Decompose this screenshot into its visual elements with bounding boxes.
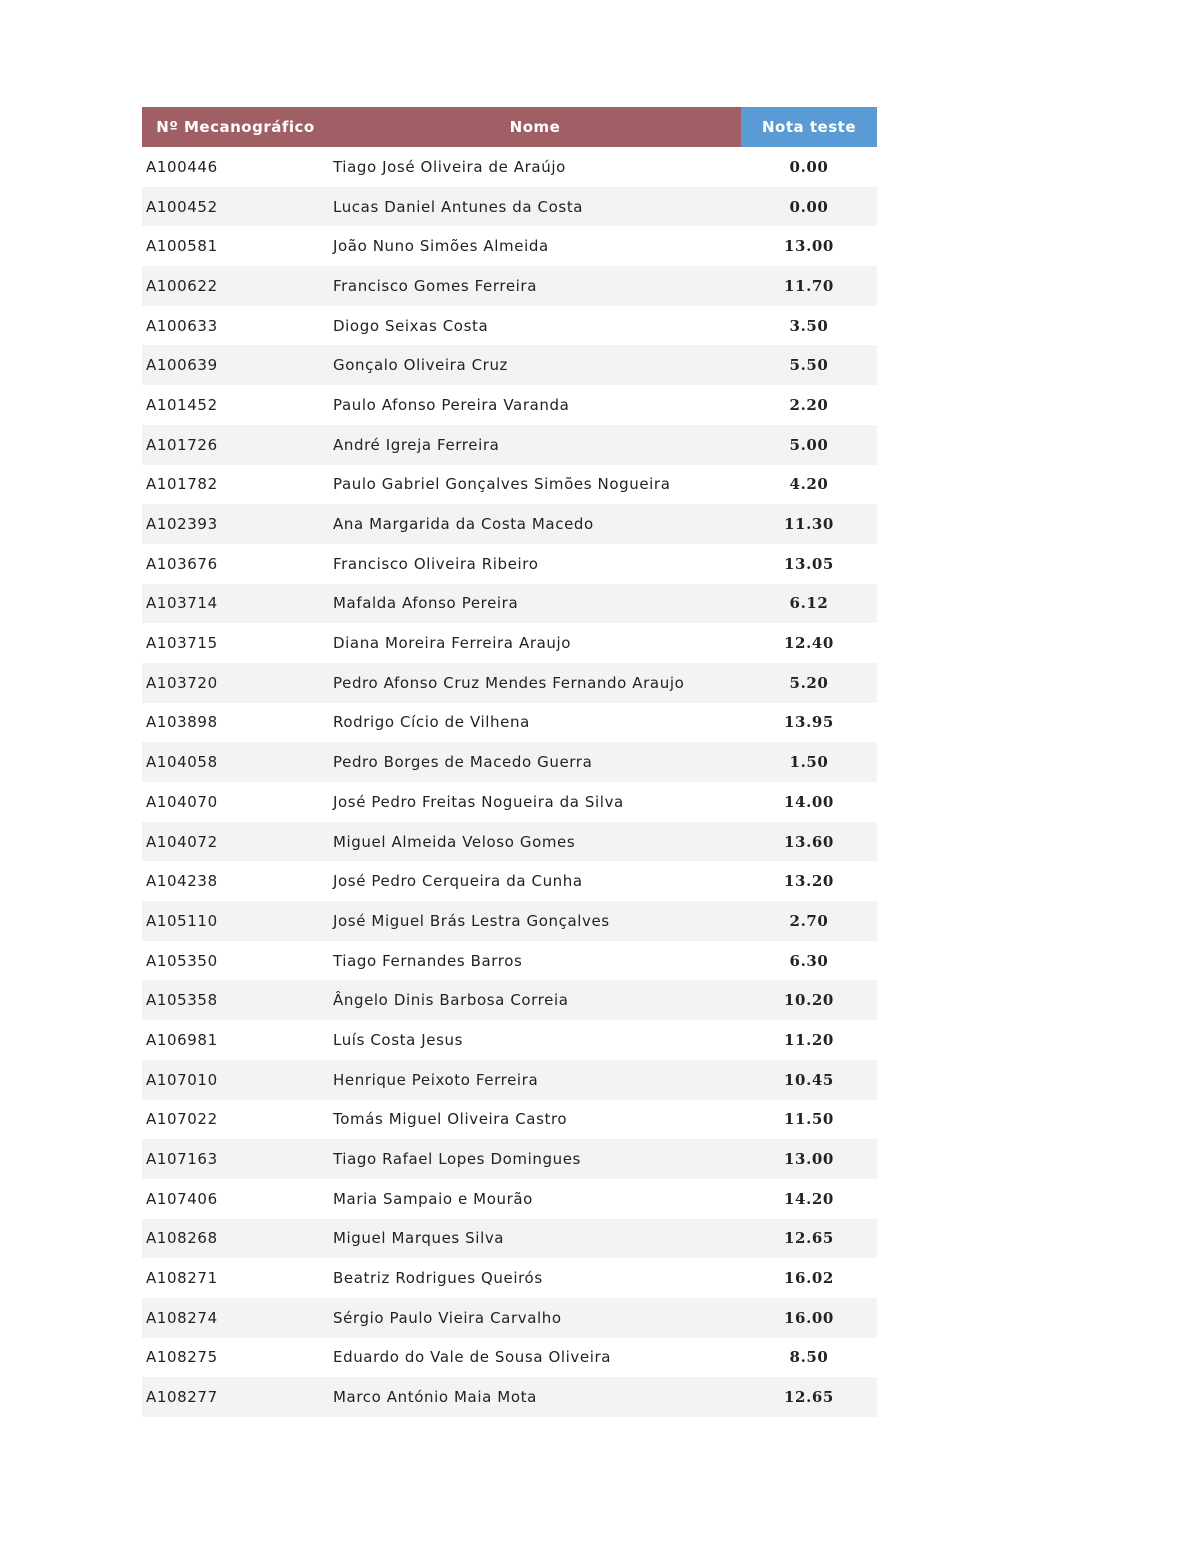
student-number-cell: A108271 <box>146 1269 218 1288</box>
grade-cell: 6.12 <box>741 584 877 624</box>
student-name-cell: Diogo Seixas Costa <box>333 316 489 335</box>
table-row <box>142 703 877 743</box>
student-number-cell: A106981 <box>146 1030 218 1049</box>
student-number-cell: A107010 <box>142 1060 329 1100</box>
student-name-cell: Beatriz Rodrigues Queirós <box>333 1269 543 1288</box>
student-name-cell: Miguel Almeida Veloso Gomes <box>329 822 741 862</box>
grade-cell: 11.20 <box>784 1030 834 1049</box>
student-name-cell: Marco António Maia Mota <box>329 1377 741 1417</box>
table-header <box>142 107 877 147</box>
grade-cell: 11.70 <box>741 266 877 306</box>
student-name-cell: Diana Moreira Ferreira Araujo <box>333 634 572 653</box>
student-number-cell: A104238 <box>146 872 218 891</box>
student-number-cell: A107163 <box>142 1139 329 1179</box>
student-number-cell: A101782 <box>146 475 218 494</box>
student-name-cell: Francisco Gomes Ferreira <box>329 266 741 306</box>
student-name-cell: José Pedro Cerqueira da Cunha <box>333 872 583 891</box>
table-row <box>142 544 877 584</box>
grades-table <box>142 107 877 1417</box>
student-number-cell: A100446 <box>146 157 218 176</box>
student-name-cell: Eduardo do Vale de Sousa Oliveira <box>333 1348 612 1367</box>
grade-cell: 0.00 <box>789 157 829 176</box>
table-row <box>142 1179 877 1219</box>
grade-cell: 5.20 <box>741 663 877 703</box>
grade-cell: 12.65 <box>741 1219 877 1259</box>
student-name-cell: João Nuno Simões Almeida <box>333 237 549 256</box>
table-row <box>142 425 877 465</box>
table-body <box>142 147 877 1417</box>
student-number-cell: A103720 <box>142 663 329 703</box>
grade-cell: 14.00 <box>784 792 834 811</box>
student-number-cell: A103714 <box>142 584 329 624</box>
table-row <box>142 266 877 306</box>
student-number-cell: A103715 <box>146 634 218 653</box>
student-number-cell: A108274 <box>142 1298 329 1338</box>
grade-cell: 14.20 <box>784 1189 834 1208</box>
table-row <box>142 465 877 505</box>
student-number-cell: A103898 <box>146 713 218 732</box>
student-number-cell: A100633 <box>146 316 218 335</box>
student-name-cell: Miguel Marques Silva <box>329 1219 741 1259</box>
grade-cell: 11.30 <box>741 504 877 544</box>
student-name-cell: Pedro Borges de Macedo Guerra <box>329 742 741 782</box>
student-name-cell: Maria Sampaio e Mourão <box>333 1189 533 1208</box>
student-name-cell: Tiago Rafael Lopes Domingues <box>329 1139 741 1179</box>
student-name-cell: André Igreja Ferreira <box>329 425 741 465</box>
grade-cell: 10.20 <box>741 980 877 1020</box>
table-row <box>142 1219 877 1259</box>
student-number-cell: A104072 <box>142 822 329 862</box>
student-number-cell: A108275 <box>146 1348 218 1367</box>
table-row <box>142 187 877 227</box>
table-row <box>142 1020 877 1060</box>
table-row <box>142 861 877 901</box>
grade-cell: 13.05 <box>784 554 834 573</box>
student-number-cell: A105350 <box>146 951 218 970</box>
student-number-cell: A100622 <box>142 266 329 306</box>
grade-cell: 10.45 <box>741 1060 877 1100</box>
grade-cell: 0.00 <box>741 187 877 227</box>
student-name-cell: Paulo Gabriel Gonçalves Simões Nogueira <box>333 475 671 494</box>
student-number-cell: A107406 <box>146 1189 218 1208</box>
table-row <box>142 822 877 862</box>
student-name-cell: Luís Costa Jesus <box>333 1030 464 1049</box>
student-name-cell: Lucas Daniel Antunes da Costa <box>329 187 741 227</box>
student-number-cell: A108268 <box>142 1219 329 1259</box>
grade-cell: 5.50 <box>741 345 877 385</box>
student-name-cell: Ana Margarida da Costa Macedo <box>329 504 741 544</box>
table-row <box>142 1258 877 1298</box>
student-number-cell: A100452 <box>142 187 329 227</box>
grade-cell: 5.00 <box>741 425 877 465</box>
grade-cell: 2.20 <box>789 395 829 414</box>
student-number-cell: A101726 <box>142 425 329 465</box>
table-row <box>142 345 877 385</box>
table-row <box>142 663 877 703</box>
grade-cell: 12.40 <box>784 634 834 653</box>
student-name-cell: Pedro Afonso Cruz Mendes Fernando Araujo <box>329 663 741 703</box>
student-name-cell: José Pedro Freitas Nogueira da Silva <box>333 792 624 811</box>
table-row <box>142 980 877 1020</box>
student-number-cell: A103676 <box>146 554 218 573</box>
student-name-cell: José Miguel Brás Lestra Gonçalves <box>329 901 741 941</box>
grade-cell: 16.02 <box>784 1269 834 1288</box>
table-row <box>142 1377 877 1417</box>
student-name-cell: Rodrigo Cício de Vilhena <box>333 713 530 732</box>
table-row <box>142 742 877 782</box>
student-name-cell: Tomás Miguel Oliveira Castro <box>333 1110 568 1129</box>
grade-cell: 13.60 <box>741 822 877 862</box>
table-row <box>142 385 877 425</box>
student-name-cell: Gonçalo Oliveira Cruz <box>329 345 741 385</box>
student-name-cell: Tiago José Oliveira de Araújo <box>333 157 566 176</box>
table-row <box>142 1100 877 1140</box>
grade-cell: 13.00 <box>741 1139 877 1179</box>
table-row <box>142 1298 877 1338</box>
header-grade: Nota teste <box>741 107 877 147</box>
table-row <box>142 623 877 663</box>
student-name-cell: Paulo Afonso Pereira Varanda <box>333 395 570 414</box>
grade-cell: 8.50 <box>789 1348 829 1367</box>
grade-cell: 13.00 <box>784 237 834 256</box>
student-number-cell: A104070 <box>146 792 218 811</box>
grade-cell: 1.50 <box>741 742 877 782</box>
student-number-cell: A105110 <box>142 901 329 941</box>
grade-cell: 16.00 <box>741 1298 877 1338</box>
student-number-cell: A107022 <box>146 1110 218 1129</box>
student-number-cell: A102393 <box>142 504 329 544</box>
grade-cell: 2.70 <box>741 901 877 941</box>
grade-cell: 3.50 <box>789 316 829 335</box>
table-row <box>142 306 877 346</box>
grade-cell: 4.20 <box>789 475 829 494</box>
table-row <box>142 1060 877 1100</box>
student-name-cell: Francisco Oliveira Ribeiro <box>333 554 539 573</box>
student-number-cell: A104058 <box>142 742 329 782</box>
grade-cell: 6.30 <box>789 951 829 970</box>
student-name-cell: Tiago Fernandes Barros <box>333 951 523 970</box>
student-name-cell: Ângelo Dinis Barbosa Correia <box>329 980 741 1020</box>
table-row <box>142 226 877 266</box>
grade-cell: 11.50 <box>784 1110 834 1129</box>
table-row <box>142 147 877 187</box>
student-name-cell: Henrique Peixoto Ferreira <box>329 1060 741 1100</box>
table-row <box>142 1139 877 1179</box>
student-name-cell: Mafalda Afonso Pereira <box>329 584 741 624</box>
header-row <box>142 107 877 147</box>
table-row <box>142 504 877 544</box>
student-number-cell: A108277 <box>142 1377 329 1417</box>
table-row <box>142 901 877 941</box>
table-row <box>142 941 877 981</box>
grade-cell: 12.65 <box>741 1377 877 1417</box>
table-row <box>142 584 877 624</box>
student-number-cell: A100581 <box>146 237 218 256</box>
grade-cell: 13.95 <box>784 713 834 732</box>
table-row <box>142 782 877 822</box>
student-name-cell: Sérgio Paulo Vieira Carvalho <box>329 1298 741 1338</box>
student-number-cell: A101452 <box>146 395 218 414</box>
grade-cell: 13.20 <box>784 872 834 891</box>
header-student-number: Nº Mecanográfico <box>142 107 329 147</box>
student-number-cell: A100639 <box>142 345 329 385</box>
table-row <box>142 1338 877 1378</box>
student-number-cell: A105358 <box>142 980 329 1020</box>
header-name: Nome <box>329 107 741 147</box>
